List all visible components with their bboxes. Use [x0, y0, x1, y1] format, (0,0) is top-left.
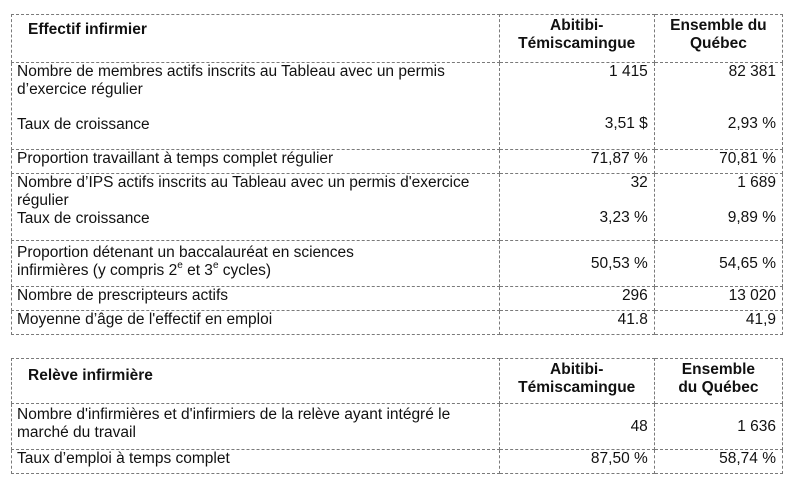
row-label — [12, 63, 500, 150]
row-label-bac-line1: Proportion détenant un baccalauréat en sciences — [17, 244, 354, 261]
row-label — [12, 174, 500, 241]
row-label-growth: Taux de croissance — [17, 116, 150, 133]
row-label-ips: Nombre d’IPS actifs inscrits au Tableau avec un permis d'exercice régulier — [17, 174, 470, 209]
value-region: 71,87 % — [499, 150, 654, 174]
table-row — [12, 311, 783, 335]
value-region: 87,50 % — [499, 450, 654, 474]
table-row — [12, 450, 783, 474]
value-region — [499, 174, 654, 241]
row-label — [12, 241, 500, 287]
row-label: Moyenne d’âge de l'effectif en emploi — [12, 311, 500, 335]
value-province: 13 020 — [654, 287, 782, 311]
table-row — [12, 174, 783, 241]
row-label-members: Nombre de membres actifs inscrits au Tableau avec un permis d’exercice régulier — [17, 63, 445, 98]
table-row — [12, 63, 783, 150]
value-province: 54,65 % — [654, 241, 782, 287]
table-row — [12, 287, 783, 311]
header-region: Abitibi- Témiscamingue — [499, 359, 654, 404]
table-header-row — [12, 15, 783, 63]
nursing-workforce-table — [11, 14, 783, 335]
table-row — [12, 404, 783, 450]
table-row — [12, 241, 783, 287]
row-label: Taux d’emploi à temps complet — [12, 450, 500, 474]
value-province: 70,81 % — [654, 150, 782, 174]
value-members-region: 1 415 — [609, 63, 648, 80]
value-province: 1 636 — [654, 404, 782, 450]
value-ips-growth-province: 9,89 % — [727, 209, 776, 226]
row-label-bac-line2: infirmières (y compris 2e et 3e cycles) — [17, 259, 272, 279]
value-province: 41,9 — [654, 311, 782, 335]
value-province — [654, 174, 782, 241]
table-header-row — [12, 359, 783, 404]
value-ips-region: 32 — [630, 174, 648, 191]
value-growth-province: 2,93 % — [727, 115, 776, 132]
header-label: Effectif infirmier — [12, 15, 500, 63]
table-row — [12, 150, 783, 174]
header-province: Ensemble du Québec — [654, 15, 782, 63]
value-region: 41.8 — [499, 311, 654, 335]
row-label: Proportion travaillant à temps complet régulier — [12, 150, 500, 174]
value-region: 48 — [499, 404, 654, 450]
value-ips-province: 1 689 — [737, 174, 776, 191]
value-region — [499, 63, 654, 150]
value-region: 50,53 % — [499, 241, 654, 287]
header-region: Abitibi- Témiscamingue — [499, 15, 654, 63]
row-label: Nombre de prescripteurs actifs — [12, 287, 500, 311]
value-province: 58,74 % — [654, 450, 782, 474]
header-label: Relève infirmière — [12, 359, 500, 404]
row-label: Nombre d'infirmières et d'infirmiers de la relève ayant intégré le marché du travail — [12, 404, 500, 450]
value-region: 296 — [499, 287, 654, 311]
value-ips-growth-region: 3,23 % — [599, 209, 648, 226]
value-members-province: 82 381 — [728, 63, 776, 80]
nursing-succession-table — [11, 358, 783, 474]
value-province — [654, 63, 782, 150]
row-label-ips-growth: Taux de croissance — [17, 210, 150, 227]
value-growth-region: 3,51 $ — [604, 115, 648, 132]
header-province: Ensemble du Québec — [654, 359, 782, 404]
